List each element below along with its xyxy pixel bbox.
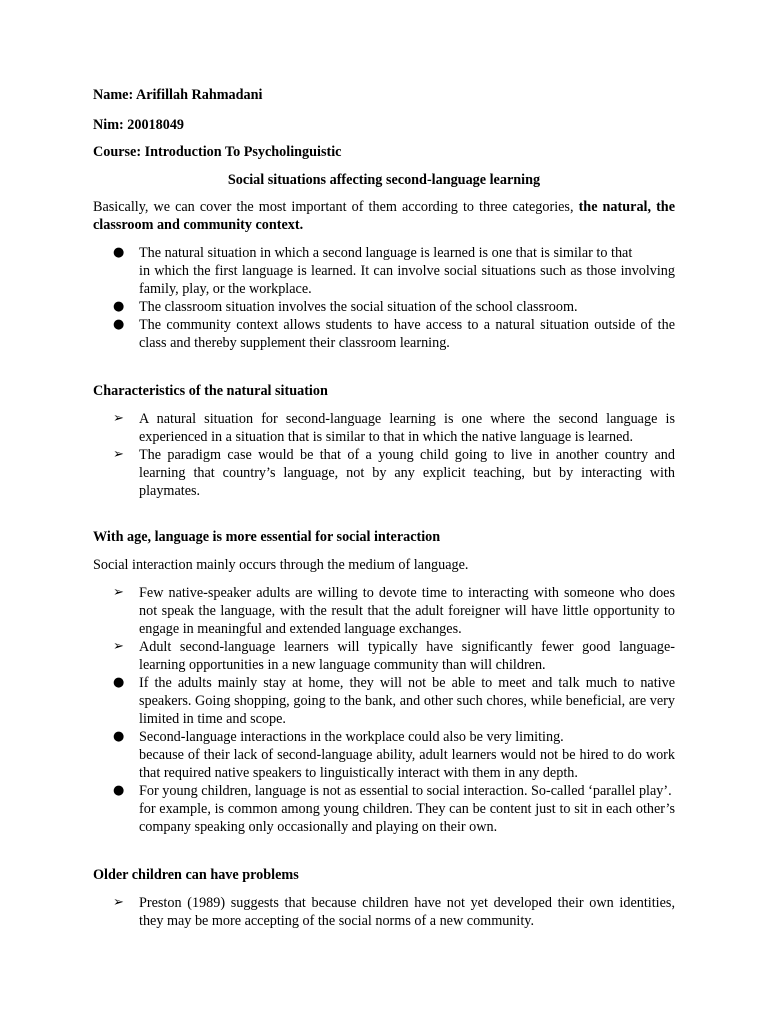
list-item	[93, 584, 675, 638]
intro-text: Basically, we can cover the most important of them according to three categories,	[93, 199, 574, 215]
list-item	[93, 244, 675, 298]
essay-title: Social situations affecting second-language learning	[227, 172, 541, 188]
list-item	[93, 410, 675, 446]
bullet-icon: ●	[113, 675, 125, 690]
student-nim: Nim: 20018049	[93, 117, 185, 133]
arrow-bullet-icon: ➢	[113, 895, 124, 910]
list-item	[93, 782, 675, 836]
arrow-bullet-icon: ➢	[113, 639, 124, 654]
section-heading-age: With age, language is more essential for social interaction	[93, 529, 441, 545]
list-item	[93, 728, 675, 782]
arrow-bullet-icon: ➢	[113, 447, 124, 462]
list-item-line: Second-language interactions in the workplace could also be very limiting.	[139, 729, 564, 745]
intro-categories: the natural, the classroom and community context.	[93, 199, 675, 233]
list-item-line: The community context allows students to have access to a natural situation outside of the class and thereby supplement their classroom learning.	[139, 317, 675, 351]
list-item	[93, 298, 675, 316]
list-item-line: The classroom situation involves the social situation of the school classroom.	[139, 299, 578, 315]
bullet-icon: ●	[113, 317, 125, 332]
list-item	[93, 674, 675, 728]
student-name: Name: Arifillah Rahmadani	[93, 87, 263, 103]
list-item	[93, 894, 675, 930]
list-item-line: Preston (1989) suggests that because children have not yet developed their own identities, they may be more accepting of the social norms of a new community.	[139, 895, 675, 929]
situations-list	[93, 244, 675, 352]
bullet-icon: ●	[113, 783, 125, 798]
list-item	[93, 446, 675, 500]
arrow-bullet-icon: ➢	[113, 585, 124, 600]
arrow-bullet-icon: ➢	[113, 411, 124, 426]
list-item-line: because of their lack of second-language ability, adult learners would not be hired to do work that required native speakers to linguistically interact with them in any depth.	[139, 747, 675, 781]
natural-situation-list	[93, 410, 675, 500]
list-item-line: for example, is common among young children. They can be content just to sit in each other’s company speaking only occasionally and playing on their own.	[139, 801, 675, 835]
list-item-line: If the adults mainly stay at home, they will not be able to meet and talk much to native speakers. Going shopping, going to the bank, and other such chores, while beneficial, are very limited in time and scope.	[139, 675, 675, 727]
bullet-icon: ●	[113, 299, 125, 314]
age-language-list	[93, 584, 675, 836]
section-age-intro: Social interaction mainly occurs through the medium of language.	[93, 557, 469, 573]
list-item-line: A natural situation for second-language learning is one where the second language is experienced in a situation that is similar to that in which the native language is learned.	[139, 411, 675, 445]
list-item-line: For young children, language is not as essential to social interaction. So-called ‘parallel play’.	[139, 783, 672, 799]
list-item-line: Few native-speaker adults are willing to devote time to interacting with someone who does not speak the language, with the result that the adult foreigner will have little opportunity to engage in meaningful and extended language exchanges.	[139, 585, 675, 637]
intro-paragraph	[93, 198, 675, 234]
list-item-line: The paradigm case would be that of a young child going to live in another country and learning that country’s language, not by any explicit teaching, but by interacting with playmates.	[139, 447, 675, 499]
course-title: Course: Introduction To Psycholinguistic	[93, 144, 342, 160]
list-item-line: The natural situation in which a second language is learned is one that is similar to that	[139, 245, 633, 261]
older-children-list	[93, 894, 675, 930]
list-item-line: in which the first language is learned. It can involve social situations such as those involving family, play, or the workplace.	[139, 263, 675, 297]
bullet-icon: ●	[113, 729, 125, 744]
list-item	[93, 638, 675, 674]
section-heading-natural: Characteristics of the natural situation	[93, 383, 328, 399]
section-heading-older-children: Older children can have problems	[93, 867, 299, 883]
list-item-line: Adult second-language learners will typically have significantly fewer good language-learning opportunities in a new language community than will children.	[139, 639, 675, 673]
bullet-icon: ●	[113, 245, 125, 260]
list-item	[93, 316, 675, 352]
